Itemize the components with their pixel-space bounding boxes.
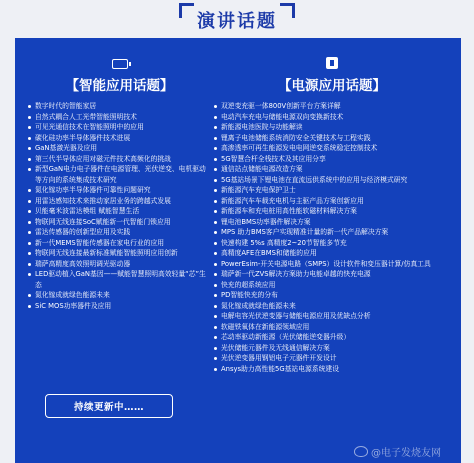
right-item: PowerEsim-开关电源电路（SMPS）设计软件和变压器计算/仿真工具 xyxy=(213,259,451,270)
right-item: 5G基站场景下锂电池在直流远供系统中的应用与经济模式研究 xyxy=(213,175,451,186)
topics-panel xyxy=(15,38,461,463)
right-item: 5G智慧合杆全栈技术及其应用分享 xyxy=(213,154,451,165)
right-item: 快充的超系统应用 xyxy=(213,280,451,291)
right-item: 高渗透率可再生能源发电电网逆变系统稳定控制技术 xyxy=(213,143,451,154)
right-item: 软磁铁氧体在新能源领域应用 xyxy=(213,322,451,333)
right-item: 新能源电池医院与功能解读 xyxy=(213,122,451,133)
left-item: 碳化硅功率半导体器件技术进展 xyxy=(27,133,212,144)
right-item: 光伏逆变器用钢铝电子元器件开发设计 xyxy=(213,353,451,364)
right-item: 氮化镓成就绿色能源未来 xyxy=(213,301,451,312)
left-item: 贝能毫米波雷达模组 赋能智慧生活 xyxy=(27,206,212,217)
smart-application-list xyxy=(27,101,212,311)
watermark xyxy=(354,444,441,459)
right-item: 双逆变充驱一体800V创新平台方案详解 xyxy=(213,101,451,112)
left-item: 可见光通信技术在智能照明中的应用 xyxy=(27,122,212,133)
left-item: LED驱动植入GaN基因——赋能智慧照明高效轻量“芯”生态 xyxy=(27,269,212,290)
left-item: 物联网无线连接最新标准赋能智能照明应用创新 xyxy=(27,248,212,259)
right-item: 新能源汽车充电保护卫士 xyxy=(213,185,451,196)
battery-icon xyxy=(112,56,128,70)
right-item: 电解电容光伏逆变器与储能电源应用及优缺点分析 xyxy=(213,311,451,322)
page-title: 演讲话题 xyxy=(179,7,295,33)
power-application-column xyxy=(213,56,451,374)
continuously-updating-label: 持续更新中…… xyxy=(73,402,144,413)
header xyxy=(0,0,474,40)
right-item: 光伏储能元器件及无线通信解决方案 xyxy=(213,343,451,354)
right-item: 锂离子电池储能系统消防安全关键技术与工程实践 xyxy=(213,133,451,144)
left-item: 第三代半导体应用对磁元件技术高频化的挑战 xyxy=(27,154,212,165)
weibo-icon xyxy=(354,446,368,457)
smart-application-column xyxy=(27,56,212,311)
right-item: 新能源车和充电桩用高性能软磁材料解决方案 xyxy=(213,206,451,217)
left-item: GaN基激光器及应用 xyxy=(27,143,212,154)
right-item: 锂电池BMS功率器件解决方案 xyxy=(213,217,451,228)
left-item: 氮化镓成就绿色能源未来 xyxy=(27,290,212,301)
left-item: 新型GaN电力电子器件在电源管理、光伏逆变、电机驱动等方向的系统集成技术研究 xyxy=(27,164,212,185)
power-application-list xyxy=(213,101,451,374)
left-item: 自然式耦合人工光带智能照明技术 xyxy=(27,112,212,123)
power-application-title: 【电源应用话题】 xyxy=(278,78,386,94)
right-item: 高精度AFE在BMS和储能的应用 xyxy=(213,248,451,259)
right-item: 电动汽车充电与储能电源双向变换新技术 xyxy=(213,112,451,123)
left-item: 瑞萨高精度高效照明调光驱动器 xyxy=(27,259,212,270)
right-item: 瑞萨新一代ZVS解决方案助力电能卓越的快充电源 xyxy=(213,269,451,280)
left-item: 物联网无线连接SoC赋能新一代智能门锁应用 xyxy=(27,217,212,228)
left-item: 新一代MEMS智能传感器在家电行业的应用 xyxy=(27,238,212,249)
left-item: 氮化镓功率半导体器件可靠性问题研究 xyxy=(27,185,212,196)
continuously-updating-button[interactable] xyxy=(45,394,173,418)
left-item: 雷达传感器的创新型应用及实践 xyxy=(27,227,212,238)
right-item: Ansys助力高性能5G基站电源系统建设 xyxy=(213,364,451,375)
left-item: 数字时代的智能家居 xyxy=(27,101,212,112)
right-item: PD智能快充的分布 xyxy=(213,290,451,301)
left-item: 用雷达感知技术来推动家居业务的跨越式发展 xyxy=(27,196,212,207)
right-item: 新能源汽车车载充电机与主驱产品方案创新应用 xyxy=(213,196,451,207)
plug-icon xyxy=(324,56,340,70)
right-item: 通信站点储能电源改造方案 xyxy=(213,164,451,175)
left-item: SiC MOS功率器件及应用 xyxy=(27,301,212,312)
smart-application-title: 【智能应用话题】 xyxy=(65,78,174,94)
watermark-text: @电子发烧友网 xyxy=(371,448,441,459)
right-item: 快速构建 5%s 高精度2~20节智能多节充 xyxy=(213,238,451,249)
right-item: MPS 助力BMS客户实现精准计量的新一代产品解决方案 xyxy=(213,227,451,238)
right-item: 芯动率驱动新能源（光伏储能逆变器升级） xyxy=(213,332,451,343)
